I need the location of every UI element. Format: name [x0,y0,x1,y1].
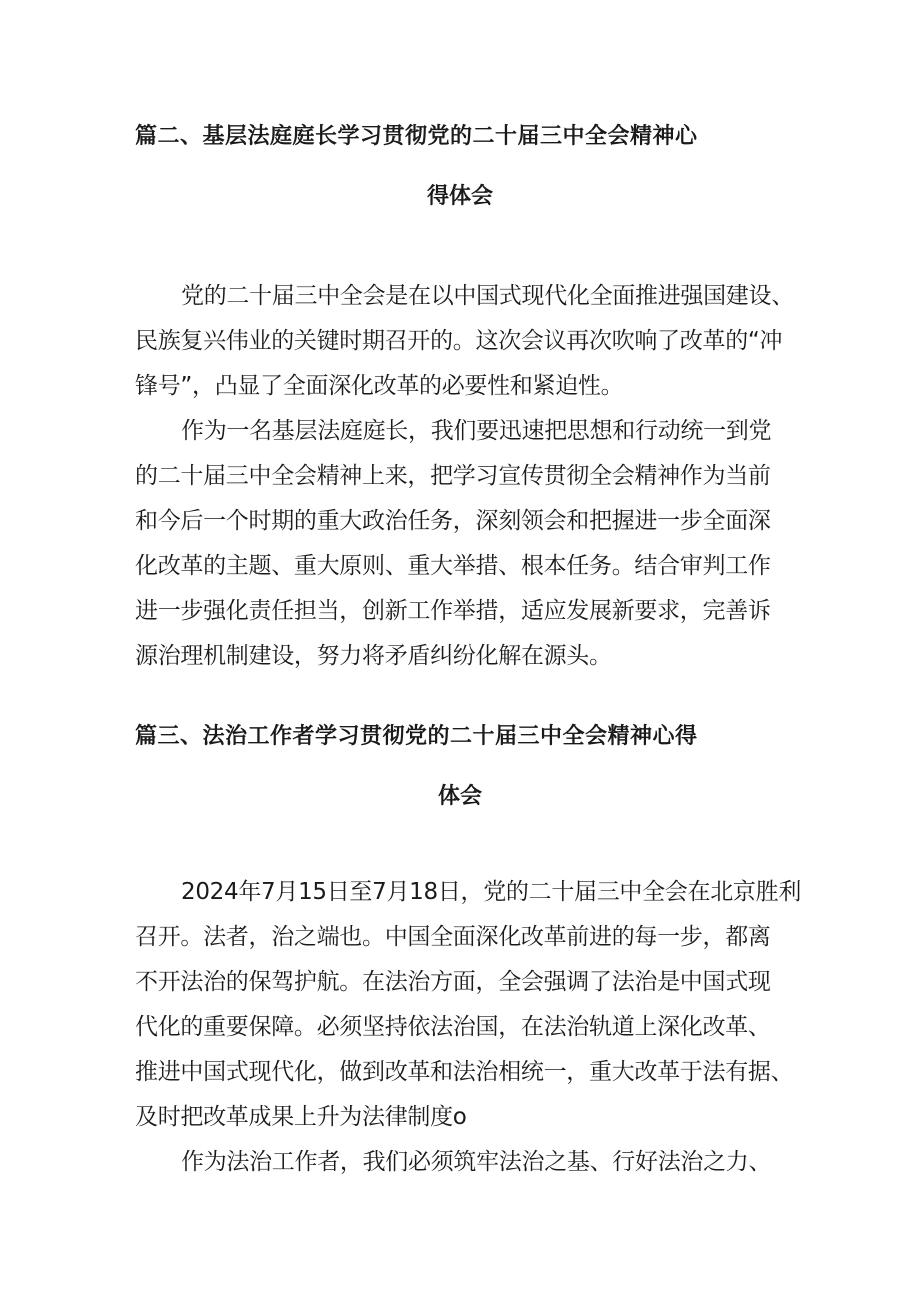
section2-paragraph-2 [135,409,815,679]
text-line: 及时把改革成果上升为法律制度o [135,1104,467,1130]
text-line: 推进中国式现代化，做到改革和法治相统一，重大改革于法有据、 [135,1059,794,1085]
text-line: 代化的重要保障。必须坚持依法治国，在法治轨道上深化改革、 [135,1014,771,1040]
section3-paragraph-1 [135,870,815,1140]
section2-paragraph-1 [135,274,815,409]
text-line: 进一步强化责任担当，创新工作举措，适应发展新要求，完善诉 [135,598,771,624]
section2-title-line2: 得体会 [427,184,494,209]
text-line: 和今后一个时期的重大政治任务，深刻领会和把握进一步全面深 [135,508,771,534]
text-line: 的二十届三中全会精神上来，把学习宣传贯彻全会精神作为当前 [135,463,771,489]
section3-title-line2: 体会 [438,784,483,809]
text-line: 锋号”，凸显了全面深化改革的必要性和紧迫性。 [135,373,624,399]
text-line: 民族复兴伟业的关键时期召开的。这次会议再次吹响了改革的“冲 [135,328,783,354]
section2-title-line1: 篇二、基层法庭庭长学习贯彻党的二十届三中全会精神心 [135,124,698,149]
section3-title-line1: 篇三、法治工作者学习贯彻党的二十届三中全会精神心得 [135,724,698,749]
text-line: 化改革的主题、重大原则、重大举措、根本任务。结合审判工作 [135,553,771,579]
text-line: 党的二十届三中全会是在以中国式现代化全面推进强国建设、 [181,283,794,309]
text-line: 不开法治的保驾护航。在法治方面，全会强调了法治是中国式现 [135,969,771,995]
text-line: 作为法治工作者，我们必须筑牢法治之基、行好法治之力、 [181,1149,772,1175]
text-line: 作为一名基层法庭庭长，我们要迅速把思想和行动统一到党 [181,418,772,444]
text-line: 源治理机制建设，努力将矛盾纠纷化解在源头。 [135,643,612,669]
section3-paragraph-2 [135,1140,815,1185]
text-line: 2024年7月15日至7月18日，党的二十届三中全会在北京胜利 [181,879,802,905]
text-line: 召开。法者，治之端也。中国全面深化改革前进的每一步，都离 [135,924,771,950]
